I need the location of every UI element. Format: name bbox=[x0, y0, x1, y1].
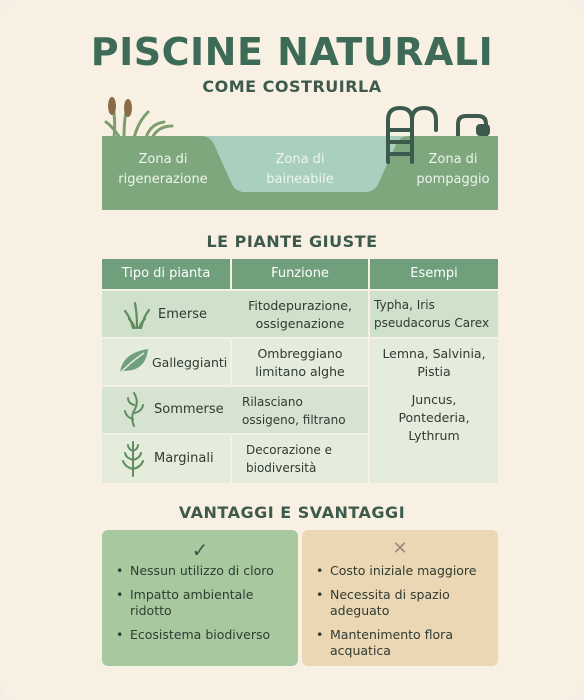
item-line: Necessita di spazio bbox=[330, 587, 450, 602]
pros-card bbox=[102, 530, 298, 666]
zone-regeneration bbox=[116, 150, 210, 190]
row-divider bbox=[370, 337, 498, 339]
cell-line: limitano alghe bbox=[255, 364, 345, 379]
fern-icon bbox=[120, 439, 146, 477]
pros-cons-title: VANTAGGI E SVANTAGGI bbox=[178, 503, 406, 522]
cell-line: Lythrum bbox=[408, 428, 460, 443]
item-line: Nessun utilizzo di cloro bbox=[130, 563, 274, 578]
zone-label-line: Zona di bbox=[138, 152, 188, 167]
item-line: adeguato bbox=[330, 603, 390, 618]
cell-line: ossigenazione bbox=[255, 316, 345, 331]
row-divider bbox=[102, 433, 368, 435]
bullet: • bbox=[316, 587, 324, 602]
zone-label-line: rigenerazione bbox=[118, 172, 208, 187]
item-line: acquatica bbox=[330, 643, 391, 658]
plant-type: Emerse bbox=[158, 307, 207, 322]
zone-pumping bbox=[408, 150, 498, 190]
plants-table bbox=[102, 259, 498, 483]
bullet: • bbox=[116, 563, 124, 578]
plant-examples bbox=[374, 296, 498, 332]
list-item bbox=[316, 563, 477, 579]
bullet: • bbox=[316, 627, 324, 642]
bullet: • bbox=[116, 587, 124, 602]
page-subtitle: COME COSTRUIRLA bbox=[202, 77, 382, 96]
seaweed-icon bbox=[122, 391, 146, 427]
zone-label-line: baineabile bbox=[266, 172, 334, 187]
cell-line: ossigeno, filtrano bbox=[242, 413, 346, 427]
cross-icon: ✕ bbox=[392, 538, 408, 559]
cell-line: Pontederia, bbox=[398, 410, 470, 425]
item-line: Impatto ambientale bbox=[130, 587, 254, 602]
leaf-icon bbox=[118, 347, 150, 375]
grass-icon bbox=[124, 301, 150, 329]
cattail-icon bbox=[108, 97, 116, 115]
cell-line: Pistia bbox=[417, 364, 451, 379]
cell-line: Juncus, bbox=[411, 392, 457, 407]
list-item bbox=[116, 627, 270, 643]
zone-label-line: Zona di bbox=[275, 152, 325, 167]
item-line: ridotto bbox=[130, 603, 172, 618]
item-line: Mantenimento flora bbox=[330, 627, 453, 642]
cell-line: Typha, Iris bbox=[374, 298, 435, 312]
cell-line: Ombreggiano bbox=[257, 346, 343, 361]
item-line: Costo iniziale maggiore bbox=[330, 563, 477, 578]
plant-type: Marginali bbox=[154, 451, 214, 466]
column-header: Funzione bbox=[232, 259, 368, 289]
check-icon: ✓ bbox=[191, 538, 209, 562]
bullet: • bbox=[116, 627, 124, 642]
cell-line: biodiversità bbox=[246, 461, 317, 475]
list-item bbox=[116, 587, 253, 619]
plant-function bbox=[232, 345, 368, 381]
row-divider bbox=[102, 385, 368, 387]
plant-function bbox=[246, 441, 368, 477]
cell-line: pseudacorus Carex bbox=[374, 316, 490, 330]
page-title: PISCINE NATURALI bbox=[90, 30, 494, 74]
plant-type: Galleggianti bbox=[152, 355, 228, 370]
bullet: • bbox=[316, 563, 324, 578]
column-header: Esempi bbox=[370, 259, 498, 289]
plant-examples bbox=[370, 345, 498, 381]
list-item bbox=[116, 563, 274, 579]
cell-line: Lemna, Salvinia, bbox=[382, 346, 486, 361]
plant-type: Sommerse bbox=[154, 402, 224, 417]
cattail-icon bbox=[124, 99, 132, 117]
cell-line: Rilasciano bbox=[242, 395, 303, 409]
plant-function bbox=[242, 393, 368, 429]
cell-line: Decorazione e bbox=[246, 443, 333, 457]
cell-line: Fitodepurazione, bbox=[248, 298, 352, 313]
plant-examples bbox=[370, 391, 498, 445]
pool-cross-section bbox=[102, 96, 498, 210]
list-item bbox=[316, 587, 450, 619]
cons-card bbox=[302, 530, 498, 666]
pump-body-icon bbox=[476, 124, 490, 136]
zone-bathing bbox=[252, 150, 348, 190]
zone-label-line: Zona di bbox=[428, 152, 478, 167]
list-item bbox=[316, 627, 453, 659]
item-line: Ecosistema biodiverso bbox=[130, 627, 271, 642]
plants-section-title: LE PIANTE GIUSTE bbox=[206, 232, 378, 251]
plant-function bbox=[232, 297, 368, 333]
zone-label-line: pompaggio bbox=[416, 172, 490, 187]
column-header: Tipo di pianta bbox=[102, 259, 230, 289]
row-divider bbox=[102, 337, 368, 339]
